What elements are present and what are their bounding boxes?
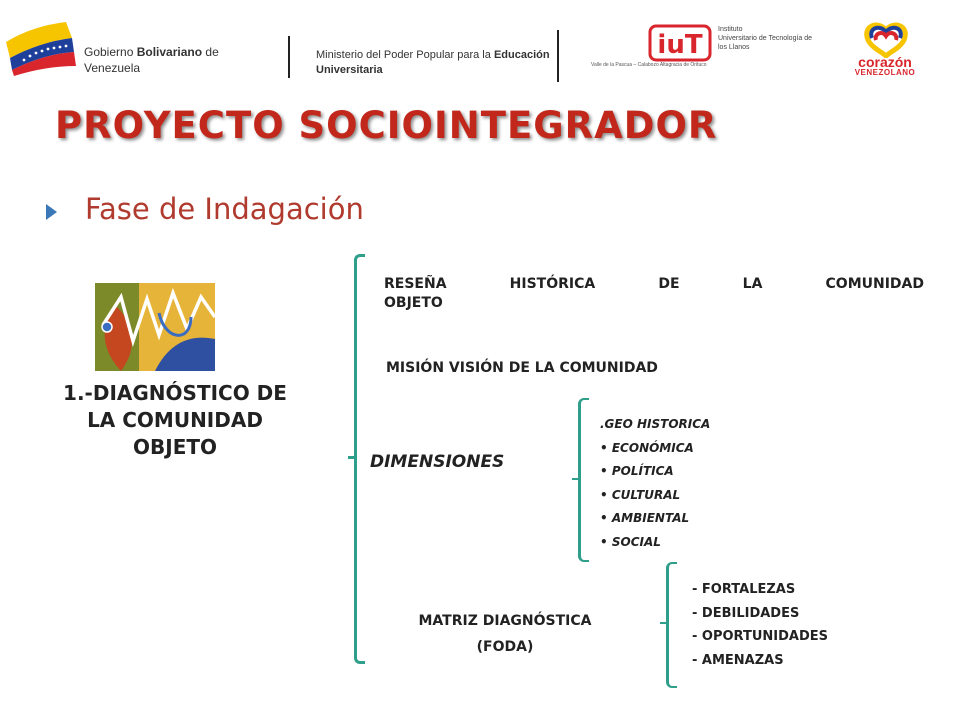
diagnostic-illustration [95,283,215,371]
diagnostic-title [22,380,328,461]
branch-resena-line2: OBJETO [384,295,443,311]
list-item: - OPORTUNIDADES [692,629,829,644]
bullet-arrow-icon [46,204,57,220]
venezuela-flag-logo [2,20,78,76]
venezolano-label: VENEZOLANO [854,68,916,77]
list-item: - AMENAZAS [692,652,784,668]
diagnostic-title-line: OBJETO [133,435,217,459]
ministry-label: Ministerio del Poder Popular para la Educación Universitaria [316,49,550,76]
list-item: - DEBILIDADES [692,605,800,621]
main-bracket-tick [348,456,356,459]
phase-heading: Fase de Indagación [85,192,364,226]
institute-subtext: Valle de la Pascua – Calabozo Altagracia de Orituco [591,62,707,68]
list-item: - FORTALEZAS [692,582,796,597]
branch-dimensiones: DIMENSIONES [370,452,505,472]
matriz-line: (FODA) [476,639,534,655]
list-item: • CULTURAL [600,487,681,502]
corazon-venezolano-logo [858,18,914,58]
foda-list [692,578,828,672]
iut-logo-text: iuT [657,30,703,60]
page-title: PROYECTO SOCIOINTEGRADOR [55,104,718,147]
list-item: .GEO HISTORICA [600,417,711,431]
header-divider-2 [557,30,559,82]
dimensiones-list [600,413,710,554]
list-item: • ECONÓMICA [600,440,694,455]
branch-matriz-foda [360,608,650,660]
government-label: Gobierno Bolivariano de Venezuela [84,45,219,75]
list-item: • AMBIENTAL [600,511,690,525]
diagnostic-title-line: 1.-DIAGNÓSTICO DE [63,381,287,405]
institute-label: Instituto Universitario de Tecnología de los Llanos [718,26,813,51]
branch-resena: RESEÑA HISTÓRICA DE LA COMUNIDAD [384,276,924,292]
matriz-line: MATRIZ DIAGNÓSTICA [418,613,592,629]
foda-bracket-tick [660,622,668,624]
iut-logo [648,24,712,62]
foda-bracket [666,562,677,688]
corazon-label: corazón [858,54,912,70]
main-bracket [354,254,365,664]
branch-mision-vision: MISIÓN VISIÓN DE LA COMUNIDAD [386,360,658,376]
dimensiones-bracket [578,398,589,562]
diagnostic-title-line: LA COMUNIDAD [87,408,263,432]
dimensiones-bracket-tick [572,478,580,480]
list-item: • POLÍTICA [600,464,674,478]
header-divider-1 [288,36,290,78]
list-item: • SOCIAL [600,534,661,549]
